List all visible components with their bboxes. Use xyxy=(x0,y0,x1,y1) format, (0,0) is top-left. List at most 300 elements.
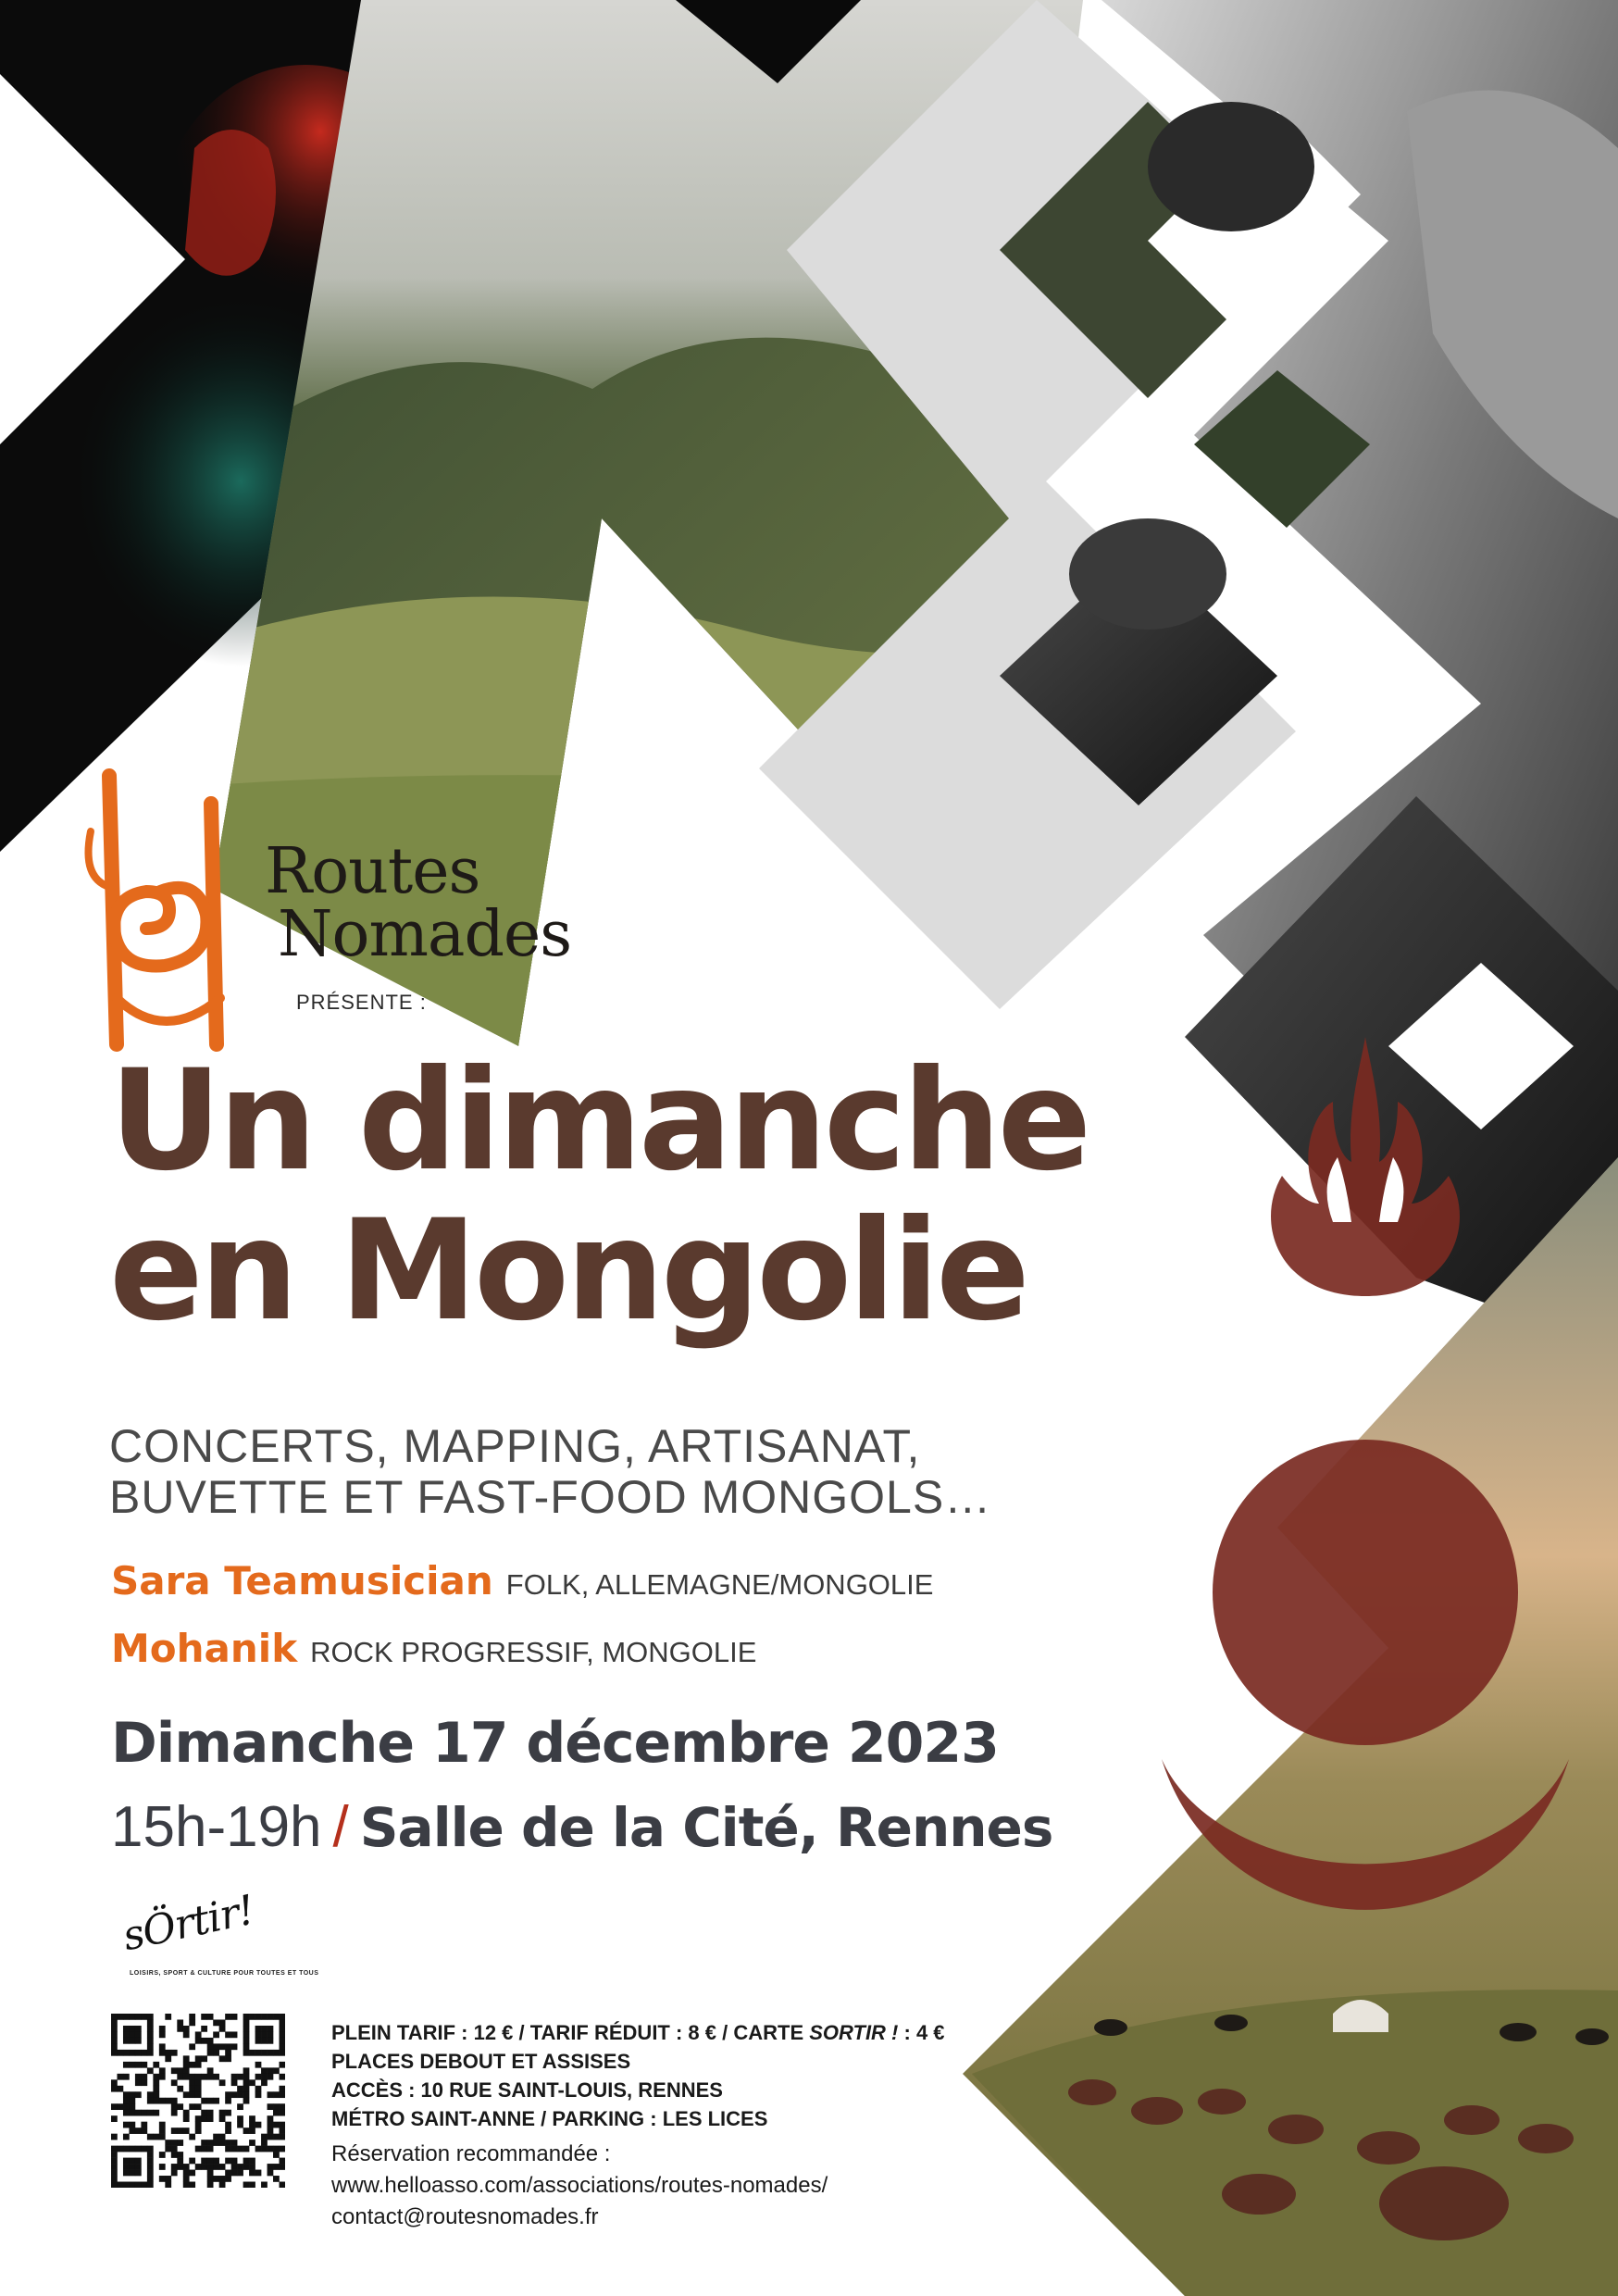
qr-module xyxy=(231,2043,238,2050)
qr-module xyxy=(141,2062,147,2068)
access-info: ACCÈS : 10 RUE SAINT-LOUIS, RENNES xyxy=(331,2078,723,2102)
qr-module xyxy=(147,2091,154,2098)
qr-module xyxy=(165,2146,171,2152)
qr-module xyxy=(219,2134,226,2140)
qr-module xyxy=(147,2176,154,2182)
qr-module xyxy=(147,2026,154,2032)
qr-module xyxy=(195,2115,202,2122)
qr-module xyxy=(171,2170,178,2177)
organizer-name-line2: Nomades xyxy=(278,898,572,971)
qr-module xyxy=(135,2050,142,2056)
qr-module xyxy=(123,2134,130,2140)
qr-module xyxy=(147,2038,154,2044)
qr-module xyxy=(195,2038,202,2044)
qr-module xyxy=(280,2134,285,2140)
qr-module xyxy=(231,2074,238,2080)
qr-module xyxy=(135,2128,142,2134)
qr-module xyxy=(249,2140,255,2146)
artist-item xyxy=(111,1558,933,1603)
qr-module xyxy=(171,2140,178,2146)
qr-module xyxy=(189,2079,195,2086)
qr-module xyxy=(195,2086,202,2092)
qr-module xyxy=(141,2079,147,2086)
qr-module xyxy=(219,2026,226,2032)
qr-module xyxy=(129,2128,135,2134)
qr-module xyxy=(189,2103,195,2110)
qr-module xyxy=(153,2110,159,2116)
event-title-line2: en Mongolie xyxy=(109,1191,1027,1352)
qr-module xyxy=(243,2038,250,2044)
qr-module xyxy=(231,2158,238,2165)
qr-module xyxy=(237,2086,243,2092)
qr-module xyxy=(135,2079,142,2086)
qr-module xyxy=(189,2074,195,2080)
qr-module xyxy=(280,2031,285,2038)
qr-module xyxy=(147,2146,154,2152)
qr-module xyxy=(129,2110,135,2116)
qr-module xyxy=(219,2115,226,2122)
qr-module xyxy=(141,2050,147,2056)
qr-module xyxy=(213,2031,219,2038)
qr-module xyxy=(129,2031,135,2038)
qr-module xyxy=(219,2182,226,2188)
qr-module xyxy=(273,2091,280,2098)
artist-name: Mohanik xyxy=(111,1626,298,1671)
qr-module xyxy=(195,2103,202,2110)
qr-module xyxy=(111,2014,118,2020)
routes-nomades-logo-icon xyxy=(72,767,248,1063)
qr-module xyxy=(153,2086,159,2092)
event-title-line1: Un dimanche xyxy=(109,1041,1089,1202)
qr-module xyxy=(219,2079,226,2086)
qr-module xyxy=(243,2043,250,2050)
qr-module xyxy=(280,2086,285,2092)
qr-module xyxy=(243,2164,250,2170)
qr-module xyxy=(268,2146,274,2152)
qr-module xyxy=(243,2158,250,2165)
qr-module xyxy=(261,2050,268,2056)
artist-genre: FOLK, ALLEMAGNE/MONGOLIE xyxy=(505,1568,934,1601)
qr-module xyxy=(207,2067,214,2074)
qr-module xyxy=(225,2110,231,2116)
qr-module xyxy=(129,2098,135,2104)
qr-module xyxy=(237,2115,243,2122)
event-subtitle-line1: CONCERTS, MAPPING, ARTISANAT, xyxy=(109,1420,921,1472)
qr-module xyxy=(261,2067,268,2074)
qr-module xyxy=(237,2170,243,2177)
price-text: PLEIN TARIF : 12 € / TARIF RÉDUIT : 8 € / CARTE xyxy=(331,2021,810,2044)
qr-module xyxy=(237,2091,243,2098)
qr-module xyxy=(111,2146,118,2152)
qr-module xyxy=(273,2152,280,2158)
qr-module xyxy=(165,2182,171,2188)
qr-module xyxy=(129,2182,135,2188)
qr-module xyxy=(268,2115,274,2122)
qr-module xyxy=(280,2014,285,2020)
qr-module xyxy=(111,2115,118,2122)
qr-module xyxy=(135,2158,142,2165)
qr-module xyxy=(268,2122,274,2128)
qr-module xyxy=(195,2031,202,2038)
qr-module xyxy=(231,2140,238,2146)
qr-module xyxy=(189,2134,195,2140)
qr-module xyxy=(147,2098,154,2104)
qr-module xyxy=(111,2079,118,2086)
qr-module xyxy=(273,2103,280,2110)
qr-module xyxy=(255,2170,262,2177)
qr-module xyxy=(268,2038,274,2044)
qr-module xyxy=(147,2164,154,2170)
qr-module xyxy=(165,2050,171,2056)
qr-module xyxy=(159,2043,166,2050)
qr-module xyxy=(129,2091,135,2098)
qr-module xyxy=(111,2134,118,2140)
qr-module xyxy=(189,2043,195,2050)
qr-module xyxy=(195,2055,202,2062)
qr-module xyxy=(147,2014,154,2020)
qr-module xyxy=(159,2128,166,2134)
qr-module xyxy=(183,2062,190,2068)
qr-module xyxy=(213,2098,219,2104)
qr-module xyxy=(213,2158,219,2165)
qr-module xyxy=(225,2031,231,2038)
qr-module xyxy=(135,2062,142,2068)
qr-module xyxy=(219,2019,226,2026)
qr-module xyxy=(261,2182,268,2188)
qr-module xyxy=(201,2074,207,2080)
qr-module xyxy=(219,2176,226,2182)
qr-module xyxy=(189,2019,195,2026)
qr-module xyxy=(111,2050,118,2056)
qr-module xyxy=(249,2128,255,2134)
qr-module xyxy=(189,2086,195,2092)
qr-module xyxy=(207,2115,214,2122)
qr-module xyxy=(280,2146,285,2152)
qr-module xyxy=(243,2146,250,2152)
qr-module xyxy=(280,2026,285,2032)
qr-module xyxy=(117,2050,123,2056)
qr-module xyxy=(225,2055,231,2062)
qr-module xyxy=(249,2164,255,2170)
qr-module xyxy=(183,2176,190,2182)
qr-module xyxy=(141,2146,147,2152)
qr-module xyxy=(171,2146,178,2152)
qr-module xyxy=(243,2079,250,2086)
sortir-logo: sÖrtir! xyxy=(118,1886,258,1961)
qr-module xyxy=(273,2176,280,2182)
qr-module xyxy=(249,2158,255,2165)
qr-module xyxy=(183,2170,190,2177)
qr-module xyxy=(207,2164,214,2170)
qr-module xyxy=(201,2158,207,2165)
qr-module xyxy=(123,2110,130,2116)
qr-module xyxy=(231,2170,238,2177)
qr-module xyxy=(243,2128,250,2134)
qr-module xyxy=(111,2019,118,2026)
presents-label: PRÉSENTE : xyxy=(296,991,427,1014)
qr-module xyxy=(135,2164,142,2170)
qr-module xyxy=(129,2170,135,2177)
transport-info: MÉTRO SAINT-ANNE / PARKING : LES LICES xyxy=(331,2107,768,2130)
qr-module xyxy=(135,2026,142,2032)
qr-module xyxy=(111,2086,118,2092)
qr-module xyxy=(268,2050,274,2056)
qr-module xyxy=(207,2176,214,2182)
qr-module xyxy=(219,2110,226,2116)
qr-module xyxy=(177,2067,183,2074)
qr-module xyxy=(123,2146,130,2152)
qr-module xyxy=(123,2170,130,2177)
qr-module xyxy=(280,2074,285,2080)
qr-module xyxy=(195,2146,202,2152)
qr-module xyxy=(225,2098,231,2104)
qr-module xyxy=(213,2140,219,2146)
qr-module xyxy=(249,2050,255,2056)
sortir-card-name: SORTIR ! xyxy=(809,2021,899,2044)
qr-module xyxy=(153,2079,159,2086)
qr-module xyxy=(237,2164,243,2170)
qr-module xyxy=(268,2128,274,2134)
qr-module xyxy=(255,2050,262,2056)
qr-module xyxy=(117,2074,123,2080)
qr-module xyxy=(255,2026,262,2032)
qr-module xyxy=(201,2146,207,2152)
qr-module xyxy=(243,2182,250,2188)
qr-module xyxy=(117,2146,123,2152)
qr-module xyxy=(255,2031,262,2038)
qr-module xyxy=(207,2038,214,2044)
qr-module xyxy=(159,2122,166,2128)
qr-module xyxy=(123,2026,130,2032)
qr-module xyxy=(225,2176,231,2182)
qr-module xyxy=(123,2103,130,2110)
qr-module xyxy=(243,2086,250,2092)
qr-module xyxy=(177,2019,183,2026)
qr-module xyxy=(171,2103,178,2110)
qr-module xyxy=(165,2176,171,2182)
qr-module xyxy=(171,2128,178,2134)
qr-module xyxy=(201,2110,207,2116)
qr-module xyxy=(111,2176,118,2182)
qr-module xyxy=(129,2026,135,2032)
qr-module xyxy=(201,2038,207,2044)
qr-module xyxy=(225,2122,231,2128)
qr-code-icon[interactable] xyxy=(111,2014,285,2188)
qr-module xyxy=(213,2019,219,2026)
qr-module xyxy=(135,2110,142,2116)
qr-module xyxy=(159,2031,166,2038)
qr-module xyxy=(207,2146,214,2152)
qr-module xyxy=(111,2170,118,2177)
qr-module xyxy=(171,2164,178,2170)
qr-module xyxy=(147,2110,154,2116)
qr-module xyxy=(111,2103,118,2110)
qr-module xyxy=(123,2014,130,2020)
qr-module xyxy=(249,2170,255,2177)
qr-module xyxy=(111,2182,118,2188)
qr-module xyxy=(177,2140,183,2146)
event-time-venue xyxy=(111,1794,1052,1860)
qr-module xyxy=(213,2134,219,2140)
artist-item xyxy=(111,1626,756,1671)
qr-module xyxy=(261,2146,268,2152)
qr-module xyxy=(207,2140,214,2146)
qr-module xyxy=(153,2091,159,2098)
qr-module xyxy=(141,2110,147,2116)
qr-module xyxy=(135,2014,142,2020)
qr-module xyxy=(183,2026,190,2032)
qr-module xyxy=(183,2074,190,2080)
event-hours: 15h-19h xyxy=(111,1795,322,1859)
qr-module xyxy=(123,2050,130,2056)
qr-module xyxy=(280,2158,285,2165)
event-subtitle-line2: BUVETTE ET FAST-FOOD MONGOLS… xyxy=(109,1471,992,1523)
qr-module xyxy=(171,2067,178,2074)
qr-module xyxy=(255,2038,262,2044)
qr-module xyxy=(273,2164,280,2170)
qr-module xyxy=(243,2098,250,2104)
qr-module xyxy=(231,2146,238,2152)
qr-module xyxy=(280,2164,285,2170)
qr-module xyxy=(219,2140,226,2146)
qr-module xyxy=(231,2079,238,2086)
qr-module xyxy=(171,2098,178,2104)
qr-module xyxy=(268,2067,274,2074)
qr-module xyxy=(123,2122,130,2128)
qr-module xyxy=(237,2122,243,2128)
qr-module xyxy=(268,2074,274,2080)
qr-module xyxy=(195,2091,202,2098)
qr-module xyxy=(213,2176,219,2182)
qr-module xyxy=(189,2091,195,2098)
qr-module xyxy=(280,2128,285,2134)
event-venue: Salle de la Cité, Rennes xyxy=(359,1796,1053,1859)
qr-module xyxy=(207,2182,214,2188)
qr-module xyxy=(261,2031,268,2038)
qr-module xyxy=(153,2074,159,2080)
reservation-link[interactable]: www.helloasso.com/associations/routes-nomades/ xyxy=(331,2173,828,2198)
qr-module xyxy=(280,2110,285,2116)
qr-module xyxy=(261,2038,268,2044)
qr-module xyxy=(280,2050,285,2056)
qr-module xyxy=(201,2164,207,2170)
qr-module xyxy=(207,2110,214,2116)
qr-module xyxy=(177,2086,183,2092)
qr-module xyxy=(123,2038,130,2044)
qr-module xyxy=(273,2050,280,2056)
qr-module xyxy=(111,2158,118,2165)
qr-module xyxy=(195,2074,202,2080)
sortir-card-price: : 4 € xyxy=(898,2021,945,2044)
qr-module xyxy=(219,2055,226,2062)
qr-module xyxy=(249,2014,255,2020)
qr-module xyxy=(129,2164,135,2170)
qr-module xyxy=(153,2098,159,2104)
qr-module xyxy=(183,2164,190,2170)
qr-module xyxy=(225,2128,231,2134)
qr-module xyxy=(201,2115,207,2122)
qr-module xyxy=(177,2128,183,2134)
qr-module xyxy=(280,2062,285,2068)
contact-email[interactable]: contact@routesnomades.fr xyxy=(331,2204,599,2229)
qr-module xyxy=(237,2103,243,2110)
qr-module xyxy=(189,2182,195,2188)
qr-module xyxy=(165,2055,171,2062)
qr-module xyxy=(159,2026,166,2032)
qr-module xyxy=(231,2014,238,2020)
qr-module xyxy=(165,2014,171,2020)
qr-module xyxy=(159,2164,166,2170)
qr-module xyxy=(195,2062,202,2068)
qr-module xyxy=(195,2164,202,2170)
qr-module xyxy=(147,2134,154,2140)
qr-module xyxy=(225,2050,231,2056)
qr-module xyxy=(129,2146,135,2152)
qr-module xyxy=(129,2038,135,2044)
qr-module xyxy=(195,2122,202,2128)
qr-module xyxy=(153,2062,159,2068)
qr-module xyxy=(123,2158,130,2165)
qr-module xyxy=(177,2152,183,2158)
qr-module xyxy=(201,2014,207,2020)
qr-module xyxy=(135,2074,142,2080)
qr-module xyxy=(129,2050,135,2056)
qr-module xyxy=(243,2014,250,2020)
qr-module xyxy=(225,2146,231,2152)
qr-module xyxy=(135,2038,142,2044)
qr-module xyxy=(171,2050,178,2056)
qr-module xyxy=(225,2043,231,2050)
qr-module xyxy=(273,2067,280,2074)
qr-module xyxy=(213,2074,219,2080)
qr-module xyxy=(111,2164,118,2170)
qr-module xyxy=(243,2074,250,2080)
qr-module xyxy=(141,2074,147,2080)
artist-genre: ROCK PROGRESSIF, MONGOLIE xyxy=(310,1636,757,1668)
qr-module xyxy=(123,2031,130,2038)
event-date: Dimanche 17 décembre 2023 xyxy=(111,1711,999,1776)
qr-module xyxy=(249,2182,255,2188)
qr-module xyxy=(219,2164,226,2170)
qr-module xyxy=(201,2098,207,2104)
qr-module xyxy=(280,2103,285,2110)
qr-module xyxy=(213,2050,219,2056)
qr-module xyxy=(171,2079,178,2086)
qr-module xyxy=(189,2062,195,2068)
qr-module xyxy=(147,2182,154,2188)
qr-module xyxy=(231,2164,238,2170)
qr-module xyxy=(273,2134,280,2140)
qr-module xyxy=(255,2086,262,2092)
qr-module xyxy=(159,2098,166,2104)
qr-module xyxy=(268,2103,274,2110)
qr-module xyxy=(159,2176,166,2182)
qr-module xyxy=(147,2050,154,2056)
qr-module xyxy=(147,2152,154,2158)
qr-module xyxy=(123,2091,130,2098)
qr-module xyxy=(177,2164,183,2170)
qr-module xyxy=(213,2164,219,2170)
seating-info: PLACES DEBOUT ET ASSISES xyxy=(331,2050,631,2073)
qr-module xyxy=(111,2043,118,2050)
qr-module xyxy=(183,2182,190,2188)
qr-module xyxy=(255,2062,262,2068)
qr-module xyxy=(111,2152,118,2158)
qr-module xyxy=(207,2074,214,2080)
qr-module xyxy=(189,2170,195,2177)
qr-module xyxy=(273,2122,280,2128)
qr-module xyxy=(111,2026,118,2032)
